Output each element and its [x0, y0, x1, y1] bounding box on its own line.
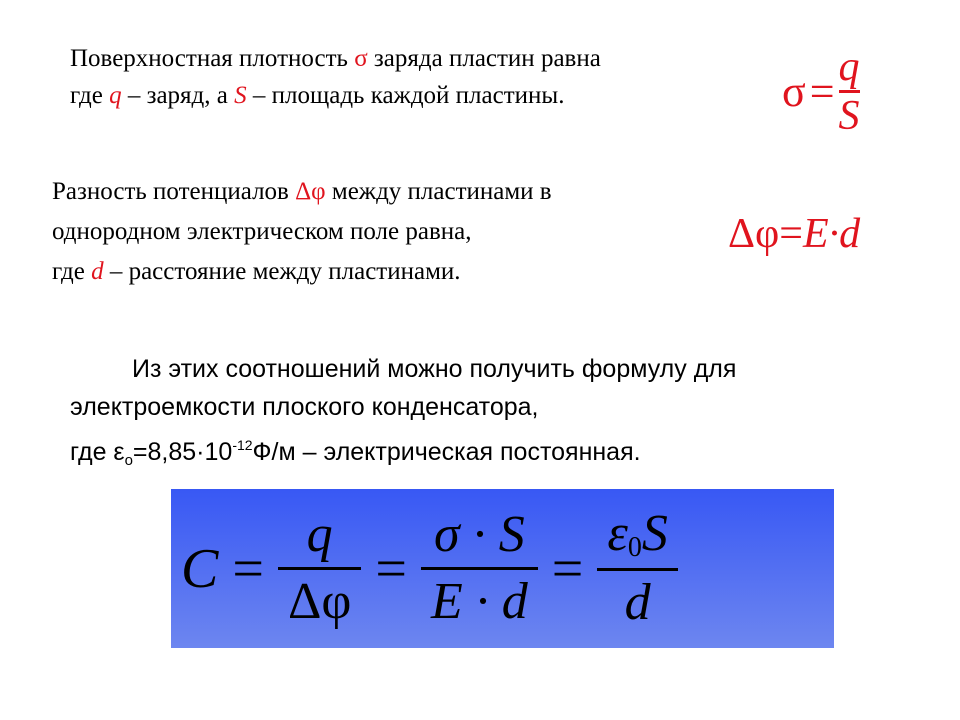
fraction-bar [421, 567, 538, 570]
d-symbol: d [91, 258, 104, 285]
capacitance-intro-text [70, 350, 736, 480]
potential-difference-formula: Δφ=E·d [728, 211, 861, 257]
p2-line2: однородном электрическом поле равна, [52, 218, 472, 245]
p3-line2: электроемкости плоского конденсатора, [70, 393, 539, 421]
s-symbol: S [234, 82, 247, 109]
p2-line1: Разность потенциалов Δφ между пластинами в [52, 178, 552, 205]
p3-line1: Из этих соотношений можно получить формулу для [132, 355, 737, 383]
eps-s-over-d-fraction: $\frac{\varepsilon_0S}{d}$ [597, 508, 678, 629]
sigma-symbol: σ [354, 45, 368, 72]
p1-line1: Поверхностная плотность σ заряда пластин равна [70, 45, 601, 72]
dphi-symbol: Δφ [295, 178, 326, 205]
p3-line3: где $\varepsilon_о=8,85\cdot 10^{-12}Ф/м$ – электрическая постоянная. [70, 437, 641, 469]
surface-density-formula: σ = $\frac{q}{S}$ [782, 43, 860, 139]
q-over-dphi-fraction: $\frac{q}{\Delta\varphi}$ [278, 509, 361, 628]
sigma-s-over-e-d-fraction: $\frac{\sigma \cdot S}{E \cdot d}$ [421, 509, 538, 628]
fraction-bar [278, 567, 361, 570]
p1-line2: где q – заряд, а S – площадь каждой пластины. [70, 82, 565, 109]
q-over-s-fraction: $\frac{q}{S}$ [838, 43, 860, 139]
q-symbol: q [109, 82, 122, 109]
capacitance-formula: C = $\frac{q}{\Delta\varphi}$ = $\frac{\sigma \cdot S}{E \cdot d}$ = $\frac{\varepsilon_0S}{d}$ [181, 489, 678, 648]
p2-line3: где d – расстояние между пластинами. [52, 258, 461, 285]
fraction-bar [597, 568, 678, 571]
surface-density-text [70, 40, 601, 114]
capacitance-formula-box [171, 489, 834, 648]
potential-difference-text [52, 172, 552, 292]
